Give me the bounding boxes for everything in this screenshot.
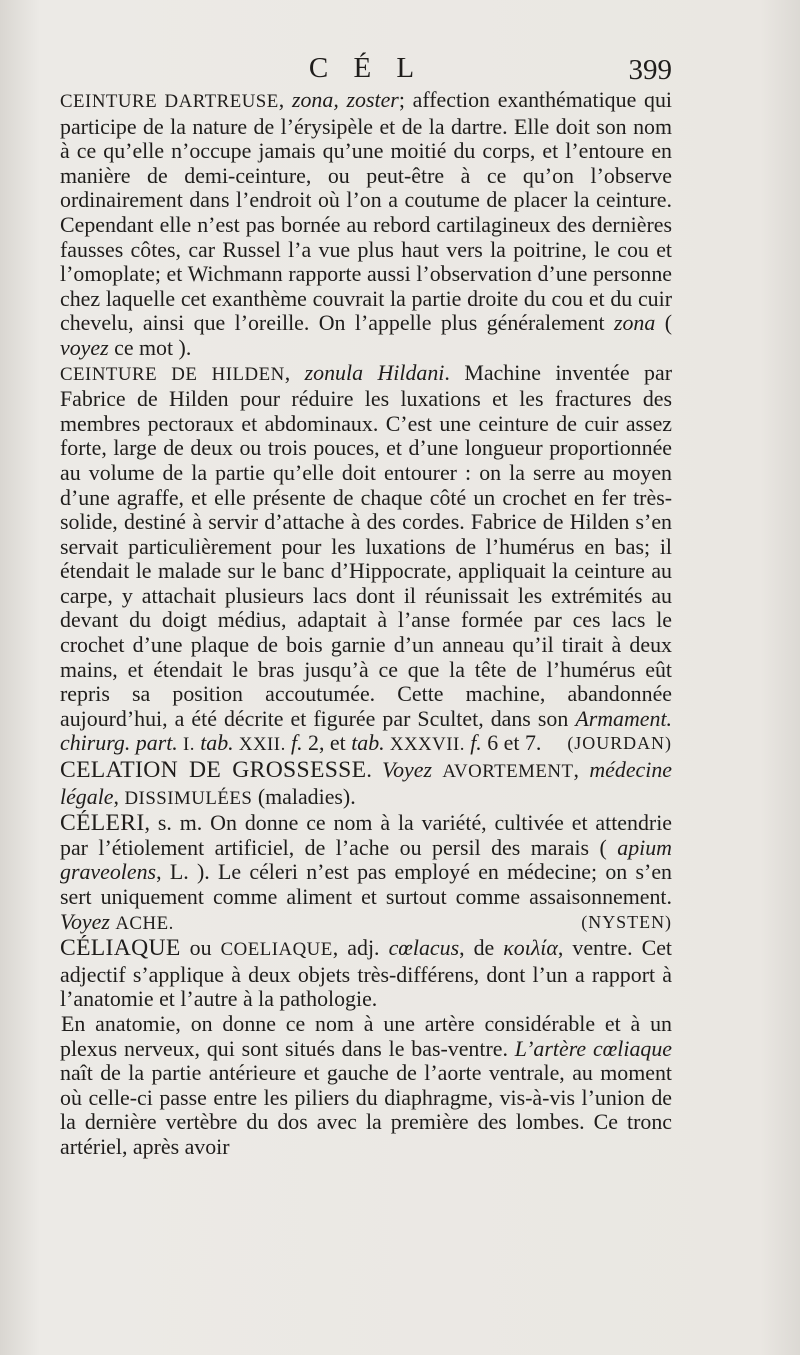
author-signature: (JOURDAN) bbox=[567, 733, 672, 754]
running-head: C É L bbox=[308, 52, 424, 84]
italic-term: L’artère cœliaque bbox=[514, 1035, 672, 1061]
entry-headword: CELATION DE GROSSESSE bbox=[60, 757, 367, 784]
latin-term: zonula Hildani bbox=[304, 359, 445, 385]
voyez: voyez bbox=[60, 334, 109, 360]
page-header bbox=[60, 52, 672, 92]
entry-celation-de-grossesse: CELATION DE GROSSESSE. Voyez AVORTEMENT, médecine légale, DISSIMULÉES (maladies). bbox=[60, 757, 672, 809]
entry-celiaque: CÉLIAQUE ou COELIAQUE, adj. cœlacus, de κοιλία, ventre. Cet adjectif s’applique à deux objets très-différens, dont l’un a rapport à l’anatomie et l’autre à la pathologie. bbox=[60, 935, 672, 1012]
author-signature: (NYSTEN) bbox=[581, 911, 672, 932]
entry-ceinture-de-hilden: CEINTURE DE HILDEN, zonula Hildani. Machine inventée par Fabrice de Hilden pour réduire les luxations et les fractures des membres pectoraux et abdominaux. C’est une ceinture de cuir assez forte, large de deux ou trois pouces, et d’une longueur proportionnée au volume de la partie qu’elle doit entourer : on la serre au moyen d’une agraffe, et elle présente de chaque côté un crochet en fer très-solide, destiné à servir d’attache à des cordes. Fabrice de Hilden s’en servait particulièrement pour les luxations de l’humérus en bas; il étendait le malade sur le banc d’Hippocrate, appliquait la ceinture au carpe, y attachait plusieurs lacs dont il réunissait les extrémités au devant du doigt médius, adaptait à l’anse formée par ces lacs le crochet d’une plaque de bois garnie d’un anneau qu’il tirait à deux mains, et étendait le bras jusqu’à ce que la tête de l’humérus eût repris sa position accoutumée. Cette machine, abandonnée aujourd’hui, a été décrite et figurée par Scultet, dans son Armament. chirurg. part. I. tab. XXII. f. 2, et tab. XXXVII. f. 6 et 7. (JOURDAN) bbox=[60, 359, 673, 756]
alt-headword: COELIAQUE bbox=[220, 939, 333, 961]
entry-headword: CÉLERI bbox=[60, 810, 145, 837]
voyez: Voyez bbox=[60, 908, 110, 934]
cross-reference: zona bbox=[613, 310, 656, 336]
cross-reference: ACHE. bbox=[115, 912, 174, 934]
page-body bbox=[60, 88, 672, 1160]
entry-text: ; affection exanthématique qui participe de la nature de l’érysipèle et de la dartre. Elle doit son nom à ce qu’elle n’occupe jamais qu’une moitié du corps, et l’entoure en manière de demi-ceinture, ou peut-être à ce qu’on l’observe ordinairement dans l’endroit où l’on a coutume de placer la ceinture. Cependant elle n’est pas bornée au rebord cartilagineux des dernières fausses côtes, car Russel l’a vue plus haut vers la poitrine, le cou et l’omoplate; et Wichmann rapporte aussi l’observation d’une personne chez laquelle cet exanthème couvrait la partie droite du cou et du cuir chevelu, ainsi que l’oreille. On l’appelle plus généralement bbox=[60, 87, 672, 336]
cross-reference: DISSIMULÉES bbox=[124, 787, 253, 809]
entry-text: . Machine inventée par Fabrice de Hilden pour réduire les luxations et les fractures des membres pectoraux et abdominaux. C’est une ceinture de cuir assez forte, large de deux ou trois pouces, et d’une longueur proportionnée au volume de la partie qu’elle doit entourer : on la serre au moyen d’une agraffe, et elle présente de chaque côté un crochet en fer très-solide, destiné à servir d’attache à des cordes. Fabrice de Hilden s’en servait particulièrement pour les luxations de l’humérus en bas; il étendait le malade sur le banc d’Hippocrate, appliquait la ceinture au carpe, y attachait plusieurs lacs dont il réunissait les extrémités au devant du doigt médius, adaptait à l’anse formée par ces lacs le crochet d’une plaque de bois garnie d’un anneau qu’il tirait à deux mains, et étendait le bras jusqu’à ce que la tête de l’humérus eût repris sa position accoutumée. Cette machine, abandonnée aujourd’hui, a été décrite et figurée par Scultet, dans son bbox=[60, 359, 673, 731]
cited-work: Armament. chirurg. part. bbox=[60, 705, 672, 756]
entry-headword: CÉLIAQUE bbox=[60, 935, 181, 962]
entry-ceinture-dartreuse: CEINTURE DARTREUSE, zona, zoster; affection exanthématique qui participe de la nature de l’érysipèle et de la dartre. Elle doit son nom à ce qu’elle n’occupe jamais qu’une moitié du corps, et l’entoure en manière de demi-ceinture, ou peut-être à ce qu’on l’observe ordinairement dans l’endroit où l’on a coutume de placer la ceinture. Cependant elle n’est pas bornée au rebord cartilagineux des dernières fausses côtes, car Russel l’a vue plus haut vers la poitrine, le cou et l’omoplate; et Wichmann rapporte aussi l’observation d’une personne chez laquelle cet exanthème couvrait la partie droite du cou et du cuir chevelu, ainsi que l’oreille. On l’appelle plus généralement zona ( voyez ce mot ). bbox=[60, 87, 672, 360]
voyez: Voyez bbox=[382, 757, 433, 783]
latin-term: zona, zoster bbox=[291, 87, 399, 112]
entry-celeri: CÉLERI, s. m. On donne ce nom à la variété, cultivée et attendrie par l’étiolement artificiel, de l’ache ou persil des marais ( apium graveolens, L. ). Le céleri n’est pas employé en médecine; on s’en sert uniquement comme aliment et surtout comme assaisonnement. Voyez ACHE. (NYSTEN) bbox=[60, 810, 672, 934]
latin-term: apium graveolens bbox=[60, 834, 672, 885]
cross-reference: AVORTEMENT bbox=[442, 761, 574, 783]
greek-term: κοιλία bbox=[503, 935, 558, 961]
paragraph-anatomie: En anatomie, on donne ce nom à une artère considérable et à un plexus nerveux, qui sont situés dans le bas-ventre. L’artère cœliaque naît de la partie antérieure et gauche de l’aorte ventrale, au moment où celle-ci passe entre les piliers du diaphragme, vis-à-vis l’union de la dernière vertèbre du dos avec la première des lombes. Ce tronc artériel, après avoir bbox=[60, 1010, 672, 1159]
entry-headword: CEINTURE DARTREUSE bbox=[60, 91, 279, 112]
entry-headword: CEINTURE DE HILDEN bbox=[60, 363, 285, 385]
page-number: 399 bbox=[628, 54, 672, 86]
latin-term: cœlacus bbox=[388, 935, 460, 961]
